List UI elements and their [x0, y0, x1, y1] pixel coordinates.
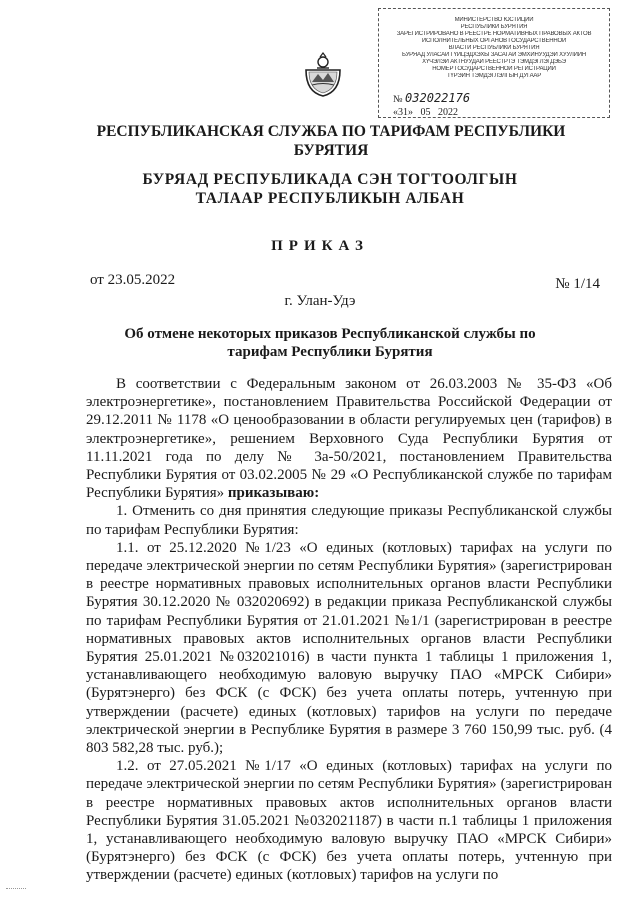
agency-title-russian: РЕСПУБЛИКАНСКАЯ СЛУЖБА ПО ТАРИФАМ РЕСПУБЛИКИ БУРЯТИЯ	[96, 123, 566, 159]
order-city: г. Улан-Удэ	[284, 293, 356, 309]
scan-mark	[6, 888, 26, 891]
order-subject: Об отмене некоторых приказов Республиканской службы по тарифам Республики Бурятия	[124, 326, 536, 360]
stamp-line: ТҮРЭЙН ТЭМДЭГЛЭЛГЫН ДУГААР	[446, 73, 542, 79]
stamp-line: ЗАРЕГИСТРИРОВАНО В РЕЕСТРЕ НОРМАТИВНЫХ ПРАВОВЫХ АКТОВ	[396, 31, 592, 37]
stamp-day: 31	[398, 107, 408, 118]
stamp-number-prefix: №	[393, 94, 403, 105]
stamp-year-prefix: 20	[438, 107, 448, 118]
stamp-registration-date: «31» 05 2022	[393, 107, 458, 118]
document-body	[86, 375, 612, 885]
order-number: № 1/14	[555, 276, 600, 292]
stamp-line: ВЛАСТИ РЕСПУБЛИКИ БУРЯТИЯ	[448, 45, 540, 51]
stamp-registration-number	[393, 91, 471, 105]
coat-of-arms-emblem	[300, 52, 346, 98]
stamp-line: ХҮЧЭЛЭЙ АКТНУУДАЙ РЕЕСТРТЭ ТЭМДЭГЛЭГДЭБЭ	[422, 59, 566, 65]
preamble-text: В соответствии с Федеральным законом от 26.03.2003 № 35-ФЗ «Об электроэнергетике», постановлением Правительства Российской Федерации от 29.12.2011 № 1178 «О ценообразовании в области регулируемых цен (тарифов) в электроэнергетике», решением Верховного Суда Республики Бурятия от 11.11.2021 года по делу № 3а-50/2021, постановлением Правительства Республики Бурятия от 03.02.2005 № 29 «О Республиканской службе по тарифам Республики Бурятия»	[86, 376, 612, 502]
stamp-line: ИСПОЛНИТЕЛЬНЫХ ОРГАНОВ ГОСУДАРСТВЕННОЙ	[421, 38, 567, 44]
stamp-year: 22	[448, 107, 458, 118]
registration-stamp	[378, 8, 610, 118]
order-date: от 23.05.2022	[90, 272, 176, 288]
stamp-month: 05	[420, 107, 431, 118]
stamp-line: РЕСПУБЛИКИ БУРЯТИЯ	[460, 24, 528, 30]
stamp-line: БУРЯАД УЛАСАЙ ГҮЙЦЭДХЭХЫ ЗАСАГАЙ ЭМХИНУУДЭЙ ХУУЛИИН	[401, 52, 587, 58]
preamble-paragraph	[86, 375, 612, 502]
agency-title-buryat: БУРЯАД РЕСПУБЛИКАДА СЭН ТОГТООЛГЫН ТАЛААР РЕСПУБЛИКЫН АЛБАН	[142, 171, 518, 207]
document-type: ПРИКАЗ	[271, 238, 369, 254]
item-1-1: 1.1. от 25.12.2020 №1/23 «О единых (котловых) тарифах на услуги по передаче электрической энергии по сетям Республики Бурятия» (зарегистрирован в реестре нормативных правовых исполнительных органов власти Республики Бурятия 30.12.2020 № 032020692) в редакции приказа Республиканской службы по тарифам Республики Бурятия от 21.01.2021 №1/1 (зарегистрирован в реестре нормативных правовых актов исполнительных органов власти Республики Бурятия 25.01.2021 №032021016) в части пункта 1 таблицы 1 приложения 1, устанавливающего необходимую валовую выручку ПАО «МРСК Сибири» (Бурятэнерго) без ФСК (с ФСК) без учета оплаты потерь, учтенную при утверждении (расчете) единых (котловых) тарифов на услуги по передаче электрической энергии в Республике Бурятия в размере 3 760 150,99 тыс. руб. (4 803 582,28 тыс. руб.);	[86, 539, 612, 757]
preamble-directive: приказываю:	[227, 485, 320, 502]
stamp-number-value: 032022176	[405, 91, 471, 105]
stamp-line: МИНИСТЕРСТВО ЮСТИЦИИ	[454, 17, 534, 23]
stamp-line: НОМЕР ГОСУДАРСТВЕННОЙ РЕГИСТРАЦИИ	[432, 66, 556, 72]
item-1-2: 1.2. от 27.05.2021 №1/17 «О единых (котловых) тарифах на услуги по передаче электрической энергии по сетям Республики Бурятия» (зарегистрирован в реестре нормативных правовых актов исполнительных органов власти Республики Бурятия 31.05.2021 №032021187) в части п.1 таблицы 1 приложения 1, устанавливающего необходимую валовую выручку ПАО «МРСК Сибири» (Бурятэнерго) без ФСК (с ФСК) без учета оплаты потерь, учтенную при утверждении (расчете) единых (котловых) тарифов на услуги по	[86, 758, 612, 884]
item-1: 1. Отменить со дня принятия следующие приказы Республиканской службы по тарифам Республики Бурятия:	[86, 503, 612, 538]
